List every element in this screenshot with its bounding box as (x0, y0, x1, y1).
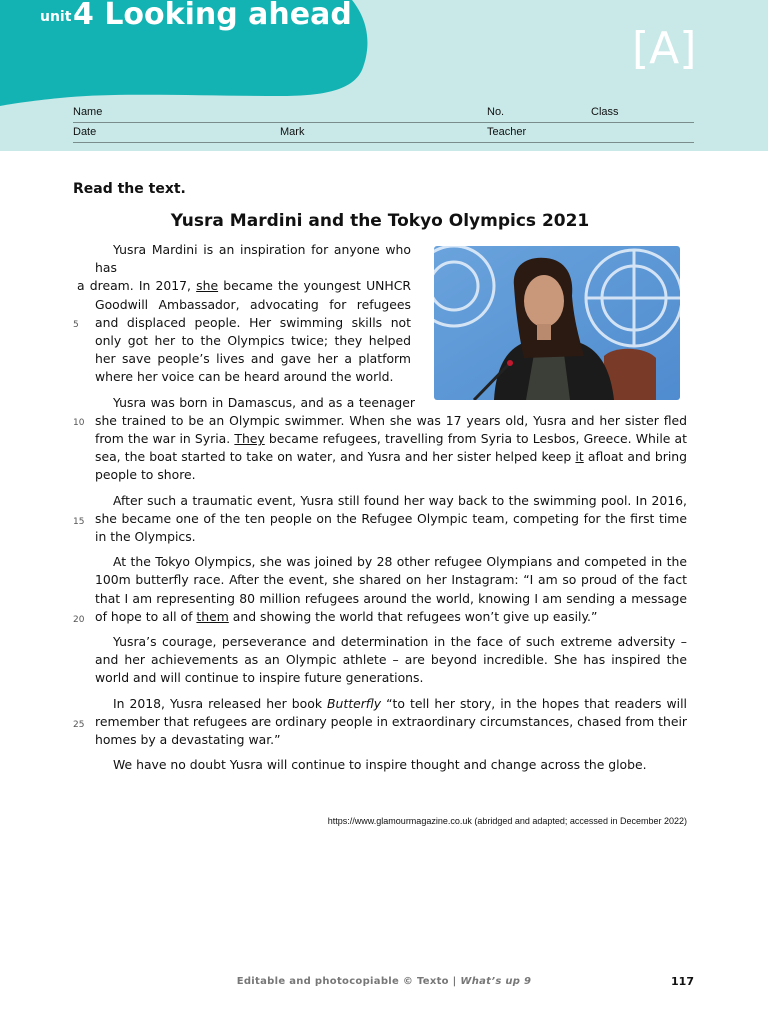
source-citation: https://www.glamourmagazine.co.uk (abridged and adapted; accessed in December 2022) (327, 816, 687, 826)
paragraph-7: We have no doubt Yusra will continue to inspire thought and change across the globe. (113, 757, 647, 773)
text-run: “to tell her story, in the hopes that readers will remember that refugees are ordinary people in extraordinary circumstances, chased from their homes by a devastating war.” (95, 695, 687, 748)
underlined-word: she (196, 278, 219, 294)
no-label: No. (487, 106, 505, 118)
line-number: 15 (73, 517, 85, 527)
paragraph-5: Yusra’s courage, perseverance and determination in the face of such extreme adversity – and her achievements as an Olympic athlete – are beyond incredible. She has inspired the world and will continue to inspire future generations. (95, 634, 687, 686)
text-run: a dream. In 2017, (77, 278, 197, 294)
copyright-text: Editable and photocopiable © Texto | (236, 976, 461, 987)
form-row-date (73, 122, 694, 143)
line-number: 20 (73, 615, 85, 625)
date-label: Date (73, 126, 97, 138)
class-label: Class (591, 106, 619, 118)
line-number: 10 (73, 418, 85, 428)
teacher-label: Teacher (487, 126, 527, 138)
text-run: At the Tokyo Olympics, she was joined by 28 other refugee Olympians and competed in the 100m butterfly race. After the event, she shared on her Instagram: “I am so proud of the fact that I am representing 80 million refugees around the world, knowing I am sending a message of hope to all of (95, 554, 687, 624)
paragraph-6 (95, 695, 687, 750)
mark-label: Mark (280, 126, 305, 138)
paragraph-1 (77, 241, 411, 387)
text-run: In 2018, Yusra released her book (113, 695, 327, 711)
underlined-word: it (575, 449, 584, 465)
line-number: 5 (73, 320, 79, 330)
form-row-name (73, 102, 694, 123)
text-run: afloat and bring people to shore. (95, 449, 687, 483)
instruction: Read the text. (73, 181, 186, 197)
underlined-word: They (234, 431, 265, 447)
paragraph-2 (95, 394, 687, 485)
line-number: 25 (73, 720, 85, 730)
level-badge: [A] (632, 23, 697, 74)
book-name: What’s up 9 (460, 976, 532, 987)
text-run: Yusra Mardini is an inspiration for anyone who has (95, 242, 411, 276)
unit-label: unit (40, 9, 72, 25)
underlined-word: them (196, 608, 229, 624)
book-title: Butterfly (327, 695, 382, 711)
text-run: Yusra was born in Damascus, and as a teenager she trained to be an Olympic swimmer. When she was 17 years old, Yusra and her sister fled from the war in Syria. (95, 394, 687, 447)
text-run: became refugees, travelling from Syria to Lesbos, Greece. While at sea, the boat started to take on water, and Yusra and her sister helped keep (95, 431, 688, 465)
paragraph-4 (95, 553, 687, 626)
unit-title: 4 Looking ahead (73, 0, 352, 32)
footer (0, 976, 768, 987)
page-number: 117 (671, 975, 694, 988)
text-run: became the youngest UNHCR Goodwill Ambassador, advocating for refugees and displaced people. Her swimming skills not only got her to the Olympics twice; they helped her save people’s lives and gave her a platform where her voice can be heard around the world. (95, 278, 411, 385)
text-run: and showing the world that refugees won’t give up easily.” (228, 608, 598, 624)
article-title: Yusra Mardini and the Tokyo Olympics 2021 (170, 211, 590, 231)
header-band (0, 0, 768, 151)
name-label: Name (73, 106, 103, 118)
paragraph-3: After such a traumatic event, Yusra still found her way back to the swimming pool. In 2016, she became one of the ten people on the Refugee Olympic team, competing for the first time in the Olympics. (95, 492, 687, 545)
